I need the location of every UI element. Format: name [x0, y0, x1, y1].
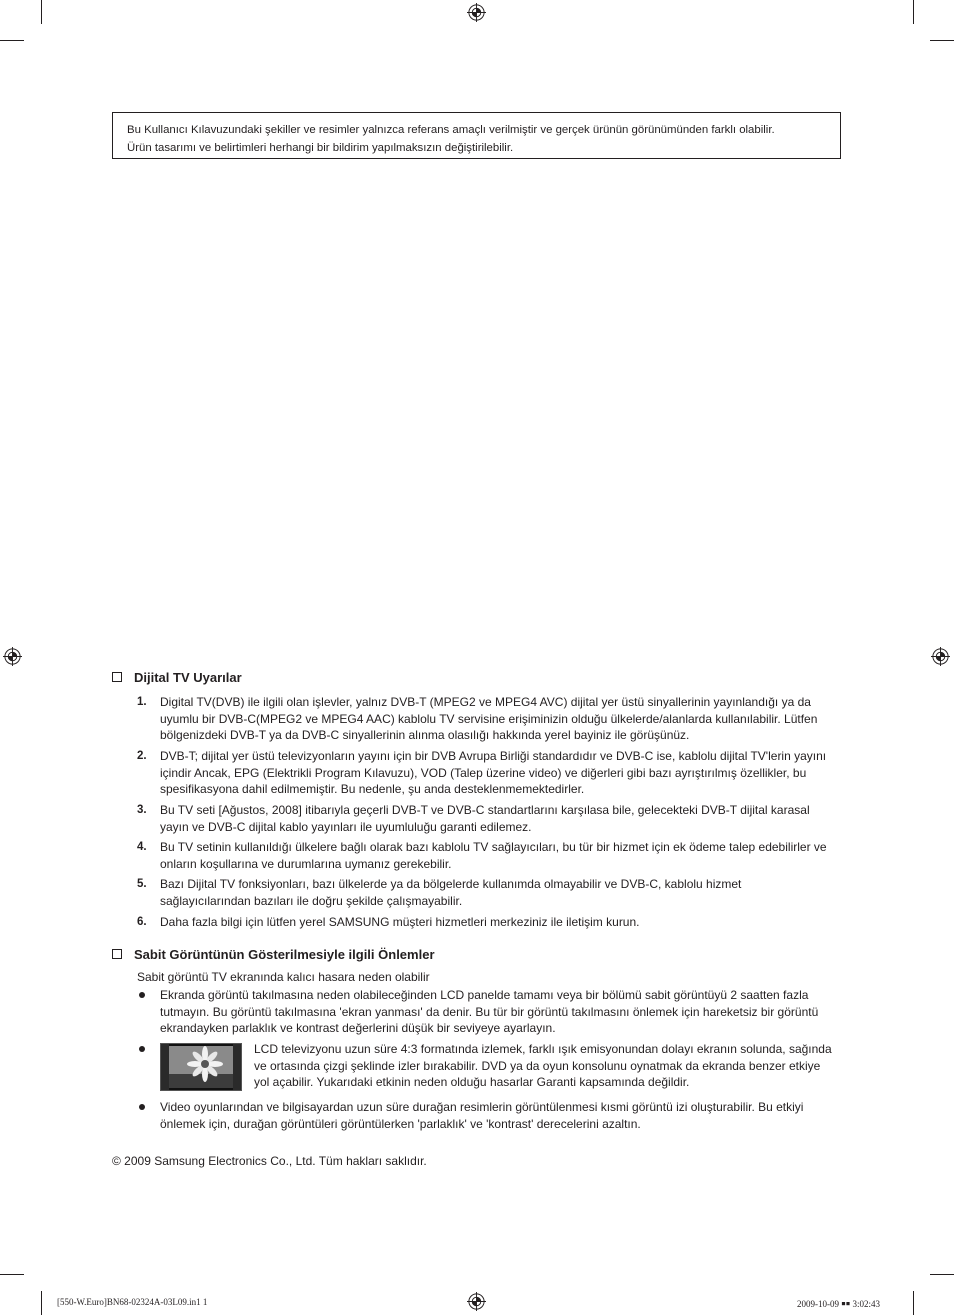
text-line: içindir Ancak, EPG (Elektrikli Program Kılavuzu), VOD (Talep üzerine video) ve diğerleri gibi bazı ayrıştırılmış özellikler, bu: [160, 765, 807, 780]
text-line: Daha fazla bilgi için lütfen yerel SAMSUNG müşteri hizmetleri merkeziniz ile iletişim kurun.: [160, 915, 640, 929]
checkbox-square-icon: [112, 672, 122, 682]
text-line: tutmayın. Bu görüntü takılmasına 'ekran yanması' da denir. Bu tür bir görüntü takılmasını önlemek için hareketsiz bir görüntü: [160, 1004, 819, 1019]
item-text: [160, 802, 810, 835]
text-line: Digital TV(DVB) ile ilgili olan işlevler, yalnız DVB-T (MPEG2 ve MPEG4 AVC) dijital yer üstü sinyallerinin yayınlandığı ya da: [160, 695, 811, 709]
text-line: LCD televizyonu uzun süre 4:3 formatında izlemek, farklı ışık emisyonundan dolayı ekranın solunda, sağında: [254, 1042, 832, 1056]
crop-mark: [913, 0, 914, 24]
item-number: 4.: [137, 841, 147, 853]
tv-image-side-bar: [233, 1044, 241, 1090]
registration-mark-icon: [931, 647, 950, 666]
item-number: 5.: [137, 878, 147, 890]
registration-mark-icon: [467, 1292, 486, 1311]
text-line: Bu TV seti [Ağustos, 2008] itibarıyla geçerli DVB-T ve DVB-C standartlarını karşılasa bile, gelecekteki DVB-T dijital karasal: [160, 803, 810, 817]
flower-icon: [169, 1046, 233, 1088]
crop-mark: [0, 1274, 24, 1275]
text-line: Video oyunlarından ve bilgisayardan uzun süre durağan resimlerin görüntülenmesi kısmi görüntü izi oluşturabilir. Bu etkiyi: [160, 1100, 804, 1114]
item-text: [254, 1041, 832, 1091]
item-text: [160, 876, 741, 909]
section-heading-text: Sabit Görüntünün Gösterilmesiyle ilgili Önlemler: [134, 947, 435, 962]
item-text: [160, 914, 640, 931]
tv-image-side-bar: [161, 1044, 169, 1090]
tv-flower-image: [160, 1043, 242, 1091]
print-slug-date: 2009-10-09 ￭￭ 3:02:43: [797, 1299, 880, 1309]
text-line: önlemek için, durağan görüntüleri görüntülerken 'parlaklık' ve 'kontrast' derecelerini azaltın.: [160, 1116, 641, 1131]
text-line: bölgenizdeki DVB-T ya da DVB-C sinyallerinin alınma olasılığı hakkında yerel bayiniz ile görüşünüz.: [160, 728, 690, 742]
text-line: ekrandayken parlaklık ve kontrast değerlerini düşük bir seviyeye ayarlayın.: [160, 1021, 556, 1035]
disclaimer-box: [112, 112, 841, 159]
crop-mark: [913, 1291, 914, 1315]
text-line: DVB-T; dijital yer üstü televizyonların yayını için bir DVB Avrupa Birliği standardıdır ve DVB-C ise, kablolu dijital TV'lerin yayını: [160, 749, 827, 763]
item-text: [160, 748, 826, 798]
bullet-icon: [139, 1104, 145, 1110]
text-line: Ekranda görüntü takılmasına neden olabileceğinden LCD panelde tamamı veya bir bölümü sabit görüntüyü 2 saatten fazla: [160, 988, 809, 1002]
text-line: uyumlu bir DVB-C(MPEG2 ve MPEG4 AAC) kablolu TV servisine erişiminizin olduğu ülkelerde/alanlarda kullanılabilir. Lütfen: [160, 711, 818, 726]
disclaimer-line: Bu Kullanıcı Kılavuzundaki şekiller ve resimler yalnızca referans amaçlı verilmiştir ve gerçek ürünün görünümünden farklı olabilir.: [127, 124, 775, 136]
item-text: [160, 694, 817, 744]
item-text: [160, 987, 818, 1037]
item-number: 2.: [137, 750, 147, 762]
text-line: onların koşullarına ve durumlarına uymanız gerekebilir.: [160, 856, 452, 871]
section-intro: Sabit görüntü TV ekranında kalıcı hasara neden olabilir: [137, 970, 430, 984]
text-line: yol açabilir. Yukarıdaki etkinin neden olduğu hasarlar Garanti kapsamında değildir.: [254, 1075, 690, 1089]
bullet-icon: [139, 1046, 145, 1052]
item-number: 3.: [137, 804, 147, 816]
item-number: 1.: [137, 696, 147, 708]
text-line: sağlayıcılarından bazıları ile doğru şekilde çalışmayabilir.: [160, 893, 463, 908]
disclaimer-line: Ürün tasarımı ve belirtimleri herhangi bir bildirim yapılmaksızın değiştirilebilir.: [127, 142, 514, 154]
item-text: [160, 839, 827, 872]
text-line: yayın ve DVB-C dijital kablo yayınları ile uyumluluğu garanti edilemez.: [160, 819, 532, 834]
crop-mark: [41, 0, 42, 24]
item-text: [160, 1099, 803, 1132]
registration-mark-icon: [467, 3, 486, 22]
print-slug-file: [550-W.Euro]BN68-02324A-03L09.in1 1: [57, 1297, 208, 1307]
crop-mark: [930, 40, 954, 41]
crop-mark: [0, 40, 24, 41]
crop-mark: [41, 1291, 42, 1315]
crop-mark: [930, 1274, 954, 1275]
checkbox-square-icon: [112, 949, 122, 959]
registration-mark-icon: [3, 647, 22, 666]
item-number: 6.: [137, 916, 147, 928]
bullet-icon: [139, 992, 145, 998]
tv-image-screen: [169, 1046, 233, 1088]
copyright-notice: © 2009 Samsung Electronics Co., Ltd. Tüm hakları saklıdır.: [112, 1154, 427, 1168]
text-line: Bazı Dijital TV fonksiyonları, bazı ülkelerde ya da bölgelerde kullanımda olmayabilir ve DVB-C, kablolu hizmet: [160, 877, 742, 891]
section-heading-still-image: [112, 947, 435, 963]
text-line: Bu TV setinin kullanıldığı ülkelere bağlı olarak bazı kablolu TV sağlayıcıları, bu tür bir hizmet için ek ödeme talep edebilirler ve: [160, 840, 827, 854]
text-line: spesifikasyona dahil edilmemiştir. Bu nedenle, şu anda desteklenmemektedirler.: [160, 782, 585, 796]
section-heading-text: Dijital TV Uyarılar: [134, 670, 242, 685]
section-heading-digital-tv: [112, 670, 242, 686]
text-line: ve ortasında çizgi şeklinde izler bırakabilir. DVD ya da oyun konsolunu oynatmak da ekranda benzer etkiye: [254, 1058, 821, 1073]
